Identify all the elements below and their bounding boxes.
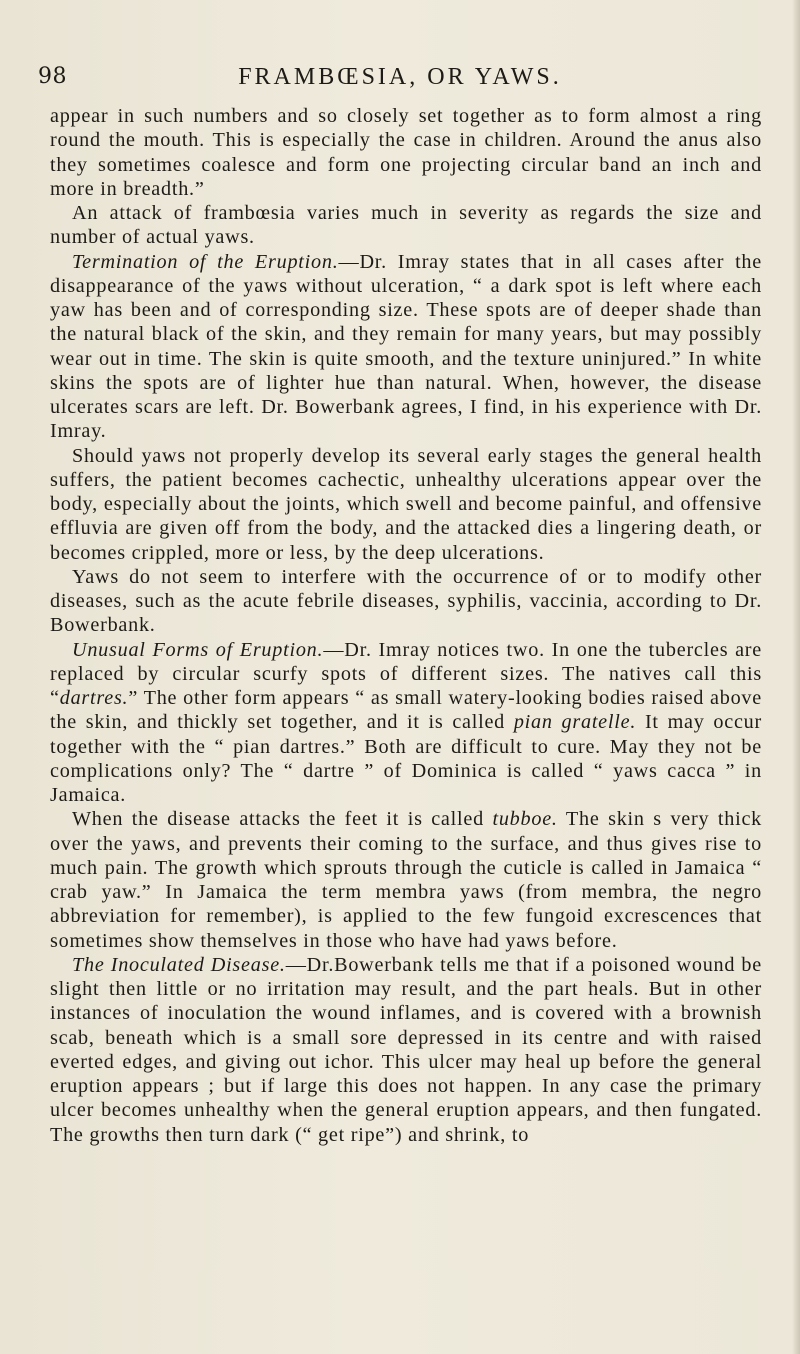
- section-heading: Termination of the Eruption.: [72, 250, 339, 273]
- paragraph: Yaws do not seem to interfere with the occurrence of or to modify other diseases, such as the acute febrile diseases, syphilis, vaccinia, according to Dr. Bowerbank.: [50, 565, 762, 637]
- section-heading: The Inoculated Disease.: [72, 953, 286, 976]
- section-heading: Unusual Forms of Eruption.: [72, 638, 324, 661]
- page-number: 98: [38, 64, 67, 89]
- italic-term: tubboe.: [492, 808, 558, 831]
- page-header: [0, 64, 800, 94]
- paragraph: Termination of the Eruption.—Dr. Imray states that in all cases after the disappearance of the yaws without ulceration, “ a dark spot is left where each yaw has been and of corresponding size. These spots are of deeper shade than the natural black of the skin, and they remain for many years, but may possibly wear out in time. The skin is quite smooth, and the texture uninjured.” In white skins the spots are of lighter hue than natural. When, however, the disease ulcerates scars are left. Dr. Bowerbank agrees, I find, in his experience with Dr. Imray.: [50, 250, 762, 443]
- paragraph: An attack of frambœsia varies much in severity as regards the size and number of actual yaws.: [50, 202, 762, 249]
- paragraph: appear in such numbers and so closely set together as to form almost a ring round the mouth. This is especially the case in children. Around the anus also they sometimes coalesce and form one projecting circular band an inch and more in breadth.”: [50, 105, 762, 200]
- paragraph: Should yaws not properly develop its several early stages the general health suffers, the patient becomes cachectic, unhealthy ulcerations appear over the body, especially about the joints, which swell and become painful, and offensive effluvia are given off from the body, and the attacked dies a lingering death, or becomes crippled, more or less, by the deep ulcerations.: [50, 444, 762, 564]
- paragraph: The Inoculated Disease.—Dr.Bowerbank tells me that if a poisoned wound be slight then little or no irritation may result, and the part heals. But in other instances of inoculation the wound inflames, and is covered with a brownish scab, beneath which is a small sore depressed in its centre and with raised everted edges, and giving out ichor. This ulcer may heal up before the general eruption appears ; but if large this does not happen. In any case the primary ulcer becomes unhealthy when the general eruption appears, and then fungated. The growths then turn dark (“ get ripe”) and shrink, to: [50, 953, 762, 1146]
- body-text: [50, 104, 762, 1147]
- italic-term: dartres.: [59, 687, 129, 709]
- page-edge-shadow: [792, 0, 800, 1354]
- paragraph: Unusual Forms of Eruption.—Dr. Imray notices two. In one the tubercles are replaced by circular scurfy spots of different sizes. The natives call this “dartres.” The other form appears “ as small watery-looking bodies raised above the skin, and thickly set together, and it is called pian gratelle. It may occur together with the “ pian dartres.” Both are difficult to cure. May they not be complications only? The “ dartre ” of Dominica is called “ yaws cacca ” in Jamaica.: [50, 638, 762, 806]
- paragraph: When the disease attacks the feet it is called tubboe. The skin s very thick over the yaws, and prevents their coming to the surface, and thus gives rise to much pain. The growth which sprouts through the cuticle is called in Jamaica “ crab yaw.” In Jamaica the term membra yaws (from membra, the negro abbreviation for remember), is applied to the few fungoid excrescences that sometimes show themselves in those who have had yaws before.: [50, 808, 762, 952]
- italic-term: pian gratelle.: [513, 711, 637, 734]
- running-head: FRAMBŒSIA, OR YAWS.: [238, 64, 562, 90]
